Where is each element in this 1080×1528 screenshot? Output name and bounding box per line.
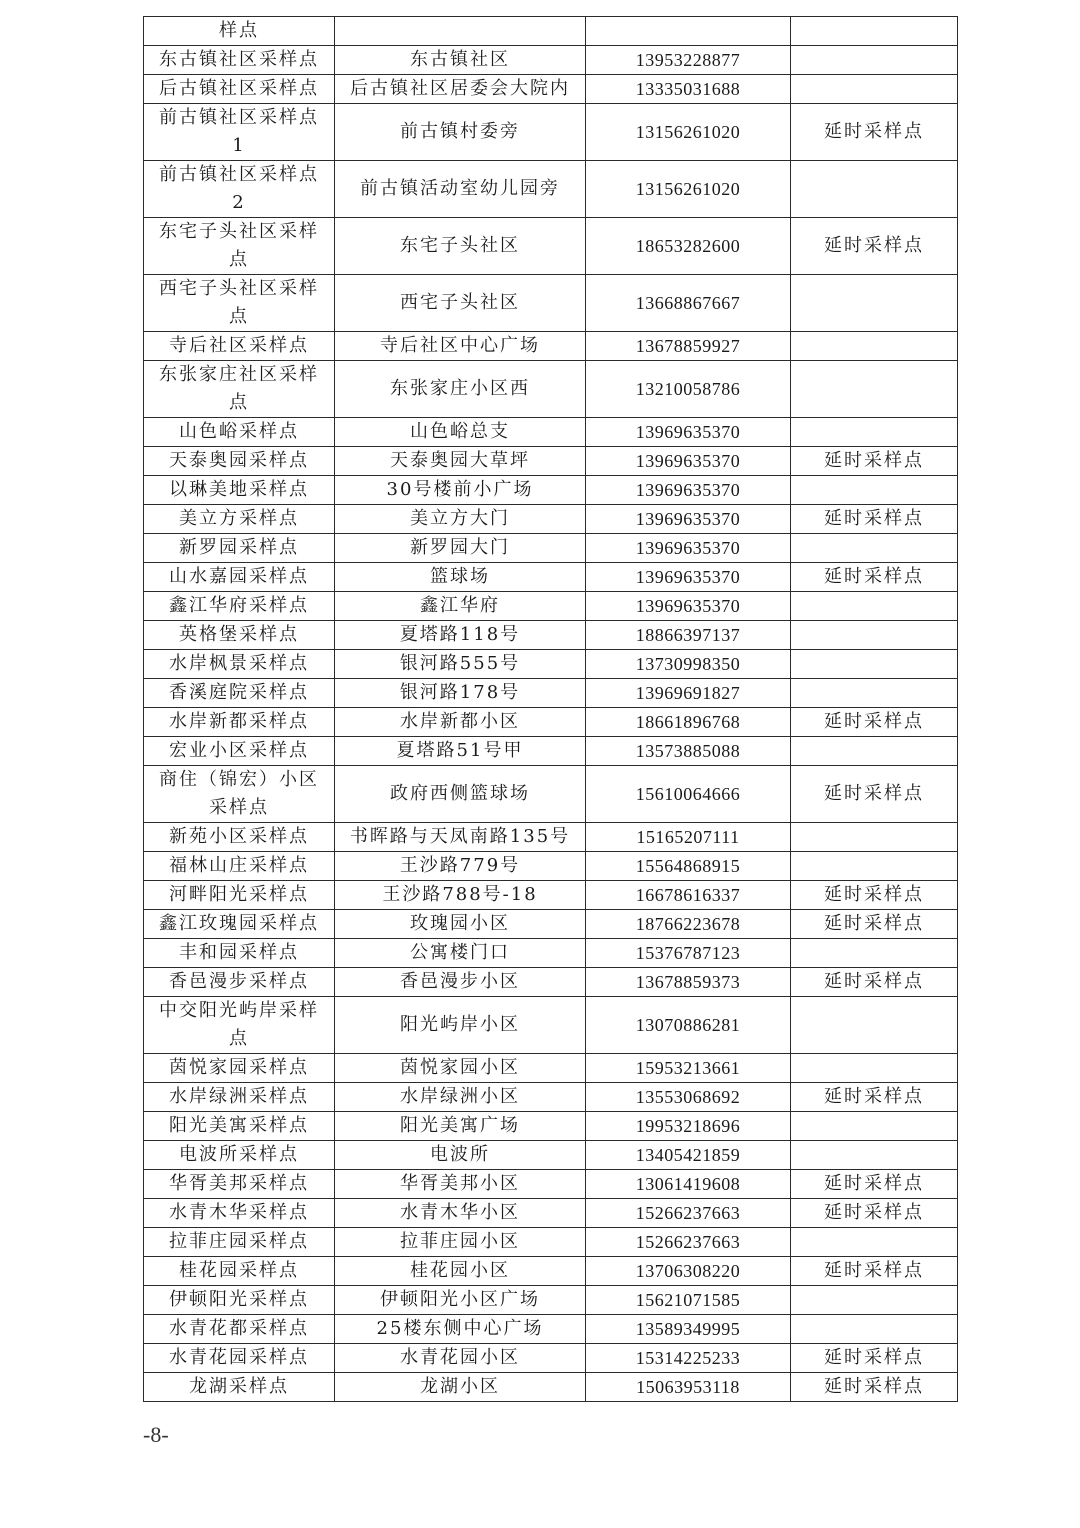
address-cell: 山色峪总支 [335,418,586,447]
note-cell: 延时采样点 [791,1373,958,1402]
address-cell: 茵悦家园小区 [335,1054,586,1083]
note-cell [791,361,958,418]
address-cell: 寺后社区中心广场 [335,332,586,361]
phone-cell: 13730998350 [586,650,791,679]
note-cell [791,1286,958,1315]
table-row [144,1315,958,1344]
phone-cell: 13969635370 [586,592,791,621]
note-cell: 延时采样点 [791,1083,958,1112]
table-row [144,46,958,75]
note-cell [791,852,958,881]
note-cell [791,737,958,766]
note-cell: 延时采样点 [791,708,958,737]
note-cell [791,1112,958,1141]
name-cell: 伊顿阳光采样点 [144,1286,335,1315]
address-cell: 阳光美寓广场 [335,1112,586,1141]
address-cell: 前古镇活动室幼儿园旁 [335,161,586,218]
phone-cell: 18766223678 [586,910,791,939]
table-row [144,332,958,361]
note-cell [791,1054,958,1083]
table-row [144,275,958,332]
note-cell: 延时采样点 [791,968,958,997]
name-cell: 丰和园采样点 [144,939,335,968]
note-cell [791,1141,958,1170]
note-cell [791,534,958,563]
note-cell [791,823,958,852]
name-cell: 东宅子头社区采样点 [144,218,335,275]
address-cell [335,17,586,46]
table-row [144,218,958,275]
table-row [144,1344,958,1373]
address-cell: 公寓楼门口 [335,939,586,968]
table-row [144,1112,958,1141]
address-cell: 美立方大门 [335,505,586,534]
table-row [144,1286,958,1315]
table-row [144,1141,958,1170]
phone-cell: 13589349995 [586,1315,791,1344]
name-cell: 样点 [144,17,335,46]
phone-cell: 15610064666 [586,766,791,823]
table-row [144,1083,958,1112]
name-cell: 龙湖采样点 [144,1373,335,1402]
table-row [144,823,958,852]
phone-cell: 13678859373 [586,968,791,997]
phone-cell: 13070886281 [586,997,791,1054]
note-cell: 延时采样点 [791,505,958,534]
table-row [144,766,958,823]
note-cell [791,161,958,218]
phone-cell: 15165207111 [586,823,791,852]
table-row [144,1054,958,1083]
address-cell: 夏塔路118号 [335,621,586,650]
phone-cell: 13969691827 [586,679,791,708]
name-cell: 美立方采样点 [144,505,335,534]
address-cell: 天泰奥园大草坪 [335,447,586,476]
address-cell: 水岸新都小区 [335,708,586,737]
address-cell: 东宅子头社区 [335,218,586,275]
note-cell [791,1315,958,1344]
table-row [144,104,958,161]
table-row [144,968,958,997]
name-cell: 东古镇社区采样点 [144,46,335,75]
address-cell: 东张家庄小区西 [335,361,586,418]
table-row [144,1199,958,1228]
name-cell: 河畔阳光采样点 [144,881,335,910]
address-cell: 银河路178号 [335,679,586,708]
phone-cell: 15266237663 [586,1228,791,1257]
note-cell [791,75,958,104]
address-cell: 政府西侧篮球场 [335,766,586,823]
address-cell: 龙湖小区 [335,1373,586,1402]
phone-cell: 13405421859 [586,1141,791,1170]
name-cell: 后古镇社区采样点 [144,75,335,104]
phone-cell: 15953213661 [586,1054,791,1083]
address-cell: 书晖路与天凤南路135号 [335,823,586,852]
phone-cell: 13953228877 [586,46,791,75]
address-cell: 王沙路779号 [335,852,586,881]
name-cell: 山色峪采样点 [144,418,335,447]
table-row [144,563,958,592]
address-cell: 伊顿阳光小区广场 [335,1286,586,1315]
phone-cell: 15266237663 [586,1199,791,1228]
address-cell: 银河路555号 [335,650,586,679]
note-cell [791,476,958,505]
note-cell [791,621,958,650]
name-cell: 水岸枫景采样点 [144,650,335,679]
name-cell: 福林山庄采样点 [144,852,335,881]
phone-cell: 15564868915 [586,852,791,881]
table-row [144,910,958,939]
address-cell: 拉菲庄园小区 [335,1228,586,1257]
name-cell: 水青花都采样点 [144,1315,335,1344]
name-cell: 阳光美寓采样点 [144,1112,335,1141]
table-row [144,737,958,766]
name-cell: 水岸新都采样点 [144,708,335,737]
name-cell: 水青花园采样点 [144,1344,335,1373]
phone-cell: 13969635370 [586,476,791,505]
sampling-points-table [143,16,958,1402]
phone-cell: 16678616337 [586,881,791,910]
name-cell: 商住（锦宏）小区采样点 [144,766,335,823]
name-cell: 以琳美地采样点 [144,476,335,505]
phone-cell: 18661896768 [586,708,791,737]
address-cell: 王沙路788号-18 [335,881,586,910]
name-cell: 宏业小区采样点 [144,737,335,766]
table-row [144,161,958,218]
phone-cell: 13678859927 [586,332,791,361]
address-cell: 香邑漫步小区 [335,968,586,997]
table-row [144,418,958,447]
table-row [144,17,958,46]
address-cell: 电波所 [335,1141,586,1170]
address-cell: 夏塔路51号甲 [335,737,586,766]
phone-cell: 15314225233 [586,1344,791,1373]
table-row [144,1373,958,1402]
name-cell: 水青木华采样点 [144,1199,335,1228]
table-row [144,881,958,910]
name-cell: 鑫江华府采样点 [144,592,335,621]
address-cell: 水青花园小区 [335,1344,586,1373]
phone-cell: 13210058786 [586,361,791,418]
phone-cell: 13969635370 [586,418,791,447]
phone-cell: 13156261020 [586,161,791,218]
note-cell [791,418,958,447]
table-row [144,939,958,968]
address-cell: 前古镇村委旁 [335,104,586,161]
phone-cell: 13335031688 [586,75,791,104]
table-row [144,1228,958,1257]
phone-cell [586,17,791,46]
address-cell: 30号楼前小广场 [335,476,586,505]
table-row [144,708,958,737]
table-row [144,852,958,881]
address-cell: 水青木华小区 [335,1199,586,1228]
note-cell [791,650,958,679]
address-cell: 西宅子头社区 [335,275,586,332]
address-cell: 25楼东侧中心广场 [335,1315,586,1344]
note-cell [791,332,958,361]
name-cell: 华胥美邦采样点 [144,1170,335,1199]
phone-cell: 18866397137 [586,621,791,650]
address-cell: 桂花园小区 [335,1257,586,1286]
note-cell: 延时采样点 [791,766,958,823]
phone-cell: 13969635370 [586,447,791,476]
note-cell: 延时采样点 [791,1170,958,1199]
note-cell [791,997,958,1054]
address-cell: 鑫江华府 [335,592,586,621]
note-cell [791,275,958,332]
table-row [144,447,958,476]
name-cell: 拉菲庄园采样点 [144,1228,335,1257]
note-cell: 延时采样点 [791,1257,958,1286]
name-cell: 水岸绿洲采样点 [144,1083,335,1112]
phone-cell: 15063953118 [586,1373,791,1402]
name-cell: 香邑漫步采样点 [144,968,335,997]
table-row [144,75,958,104]
name-cell: 山水嘉园采样点 [144,563,335,592]
address-cell: 阳光屿岸小区 [335,997,586,1054]
table-row [144,621,958,650]
table-row [144,1257,958,1286]
table-row [144,361,958,418]
note-cell: 延时采样点 [791,218,958,275]
address-cell: 篮球场 [335,563,586,592]
name-cell: 东张家庄社区采样点 [144,361,335,418]
table-row [144,997,958,1054]
table-row [144,534,958,563]
phone-cell: 13969635370 [586,505,791,534]
note-cell [791,1228,958,1257]
phone-cell: 15621071585 [586,1286,791,1315]
note-cell: 延时采样点 [791,447,958,476]
phone-cell: 13668867667 [586,275,791,332]
note-cell: 延时采样点 [791,1344,958,1373]
phone-cell: 15376787123 [586,939,791,968]
address-cell: 玫瑰园小区 [335,910,586,939]
name-cell: 中交阳光屿岸采样点 [144,997,335,1054]
phone-cell: 13156261020 [586,104,791,161]
table-row [144,505,958,534]
phone-cell: 13061419608 [586,1170,791,1199]
name-cell: 桂花园采样点 [144,1257,335,1286]
name-cell: 新苑小区采样点 [144,823,335,852]
table-row [144,592,958,621]
address-cell: 新罗园大门 [335,534,586,563]
name-cell: 前古镇社区采样点2 [144,161,335,218]
address-cell: 华胥美邦小区 [335,1170,586,1199]
table-row [144,650,958,679]
phone-cell: 13969635370 [586,563,791,592]
name-cell: 香溪庭院采样点 [144,679,335,708]
note-cell: 延时采样点 [791,881,958,910]
phone-cell: 19953218696 [586,1112,791,1141]
table-row [144,679,958,708]
page-number: -8- [143,1422,169,1447]
table-row [144,476,958,505]
phone-cell: 13969635370 [586,534,791,563]
note-cell: 延时采样点 [791,910,958,939]
address-cell: 水岸绿洲小区 [335,1083,586,1112]
name-cell: 前古镇社区采样点1 [144,104,335,161]
note-cell: 延时采样点 [791,104,958,161]
table-body [144,17,958,1402]
name-cell: 寺后社区采样点 [144,332,335,361]
name-cell: 新罗园采样点 [144,534,335,563]
note-cell [791,592,958,621]
address-cell: 后古镇社区居委会大院内 [335,75,586,104]
name-cell: 英格堡采样点 [144,621,335,650]
note-cell [791,17,958,46]
phone-cell: 13573885088 [586,737,791,766]
name-cell: 电波所采样点 [144,1141,335,1170]
phone-cell: 13706308220 [586,1257,791,1286]
phone-cell: 13553068692 [586,1083,791,1112]
name-cell: 天泰奥园采样点 [144,447,335,476]
note-cell [791,679,958,708]
note-cell [791,46,958,75]
table-row [144,1170,958,1199]
note-cell: 延时采样点 [791,1199,958,1228]
name-cell: 西宅子头社区采样点 [144,275,335,332]
address-cell: 东古镇社区 [335,46,586,75]
note-cell [791,939,958,968]
name-cell: 茵悦家园采样点 [144,1054,335,1083]
phone-cell: 18653282600 [586,218,791,275]
note-cell: 延时采样点 [791,563,958,592]
name-cell: 鑫江玫瑰园采样点 [144,910,335,939]
